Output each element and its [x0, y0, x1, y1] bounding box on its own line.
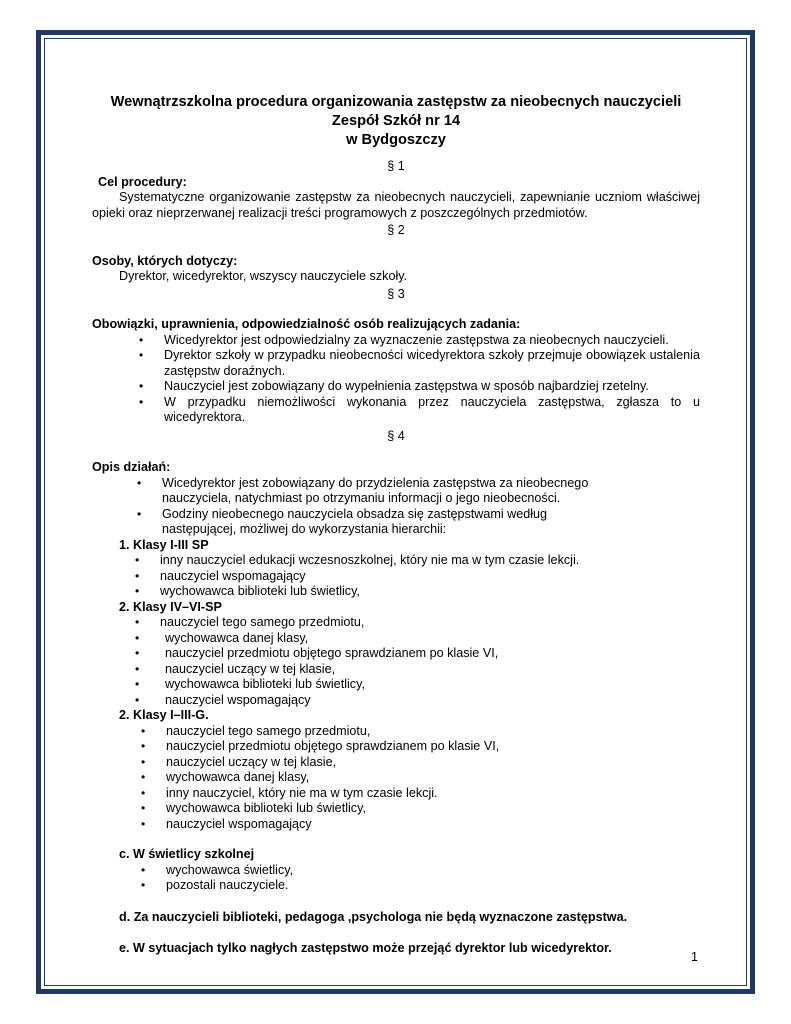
list-item: • Wicedyrektor jest odpowiedzialny za wyznaczenie zastępstwa za nieobecnych nauczycieli.	[164, 333, 700, 349]
group-1-list	[92, 553, 700, 600]
list-item: • W przypadku niemożliwości wykonania przez nauczyciela zastępstwa, zgłasza to u wicedyrektora.	[164, 395, 700, 426]
actions-heading: Opis działań:	[92, 460, 171, 474]
title-line-2: Zespół Szkół nr 14	[331, 113, 461, 129]
note-d: d. Za nauczycieli biblioteki, pedagoga ,psychologa nie będą wyznaczone zastępstwa.	[119, 909, 628, 924]
list-item: • nauczyciel przedmiotu objętego sprawdzianem po klasie VI,	[160, 646, 700, 662]
group-1-label: 1. Klasy I-III SP	[119, 537, 209, 552]
list-item: • nauczyciel przedmiotu objętego sprawdzianem po klasie VI,	[166, 739, 700, 755]
list-item: • Nauczyciel jest zobowiązany do wypełnienia zastępstwa w sposób najbardziej rzetelny.	[164, 379, 700, 395]
section-2-mark: § 2	[387, 223, 405, 237]
list-item: • wychowawca świetlicy,	[166, 863, 700, 879]
group-4-list	[92, 863, 700, 894]
section-1-mark: § 1	[387, 159, 405, 173]
list-item: • Godziny nieobecnego nauczyciela obsadza się zastępstwami według następującej, możliwej do wykorzystania hierarchii:	[162, 507, 620, 538]
list-item: • nauczyciel tego samego przedmiotu,	[166, 724, 700, 740]
title-line-1: Wewnątrzszkolna procedura organizowania zastępstw za nieobecnych nauczycieli	[110, 94, 682, 110]
list-item: • pozostali nauczyciele.	[166, 878, 700, 894]
document-body	[92, 93, 700, 957]
list-item: • nauczyciel uczący w tej klasie,	[160, 662, 700, 678]
group-2-label: 2. Klasy IV–VI-SP	[119, 599, 222, 614]
group-3-list	[92, 724, 700, 833]
list-item: • wychowawca danej klasy,	[166, 770, 700, 786]
list-item: • Dyrektor szkoły w przypadku nieobecności wicedyrektora szkoły przejmuje obowiązek ustalenia zastępstw doraźnych.	[164, 348, 700, 379]
duties-heading: Obowiązki, uprawnienia, odpowiedzialność osób realizujących zadania:	[92, 317, 521, 331]
group-2-list	[92, 615, 700, 708]
persons-text: Dyrektor, wicedyrektor, wszyscy nauczyciele szkoły.	[119, 269, 408, 283]
section-3-mark: § 3	[387, 286, 405, 301]
goal-heading: Cel procedury:	[98, 174, 187, 189]
group-3-label: 2. Klasy I–III-G.	[119, 708, 209, 722]
list-item: • wychowawca danej klasy,	[160, 631, 700, 647]
note-e: e. W sytuacjach tylko nagłych zastępstwo może przejąć dyrektor lub wicedyrektor.	[119, 941, 612, 955]
title-line-3: w Bydgoszczy	[346, 132, 446, 148]
list-item: • Wicedyrektor jest zobowiązany do przydzielenia zastępstwa za nieobecnego nauczyciela, natychmiast po otrzymaniu informacji o jego nieobecności.	[162, 476, 620, 507]
group-4-label: c. W świetlicy szkolnej	[119, 847, 255, 861]
list-item: • wychowawca biblioteki lub świetlicy,	[160, 584, 700, 600]
list-item: • inny nauczyciel edukacji wczesnoszkolnej, który nie ma w tym czasie lekcji.	[160, 553, 700, 569]
list-item: • inny nauczyciel, który nie ma w tym czasie lekcji.	[166, 786, 700, 802]
list-item: • nauczyciel tego samego przedmiotu,	[160, 615, 700, 631]
list-item: • wychowawca biblioteki lub świetlicy,	[160, 677, 700, 693]
list-item: • nauczyciel wspomagający	[166, 817, 700, 833]
page-number: 1	[691, 950, 699, 964]
actions-list	[92, 476, 700, 538]
persons-heading: Osoby, których dotyczy:	[92, 253, 238, 268]
list-item: • wychowawca biblioteki lub świetlicy,	[166, 801, 700, 817]
section-4-mark: § 4	[387, 428, 405, 443]
goal-text: Systematyczne organizowanie zastępstw za nieobecnych nauczycieli, zapewnianie uczniom właściwej opieki oraz nieprzerwanej realizacji treści programowych z poszczególnych przedmiotów.	[92, 190, 700, 220]
list-item: • nauczyciel uczący w tej klasie,	[166, 755, 700, 771]
duties-list	[92, 333, 700, 426]
document-title	[92, 93, 700, 150]
list-item: • nauczyciel wspomagający	[160, 693, 700, 709]
list-item: • nauczyciel wspomagający	[160, 569, 700, 585]
